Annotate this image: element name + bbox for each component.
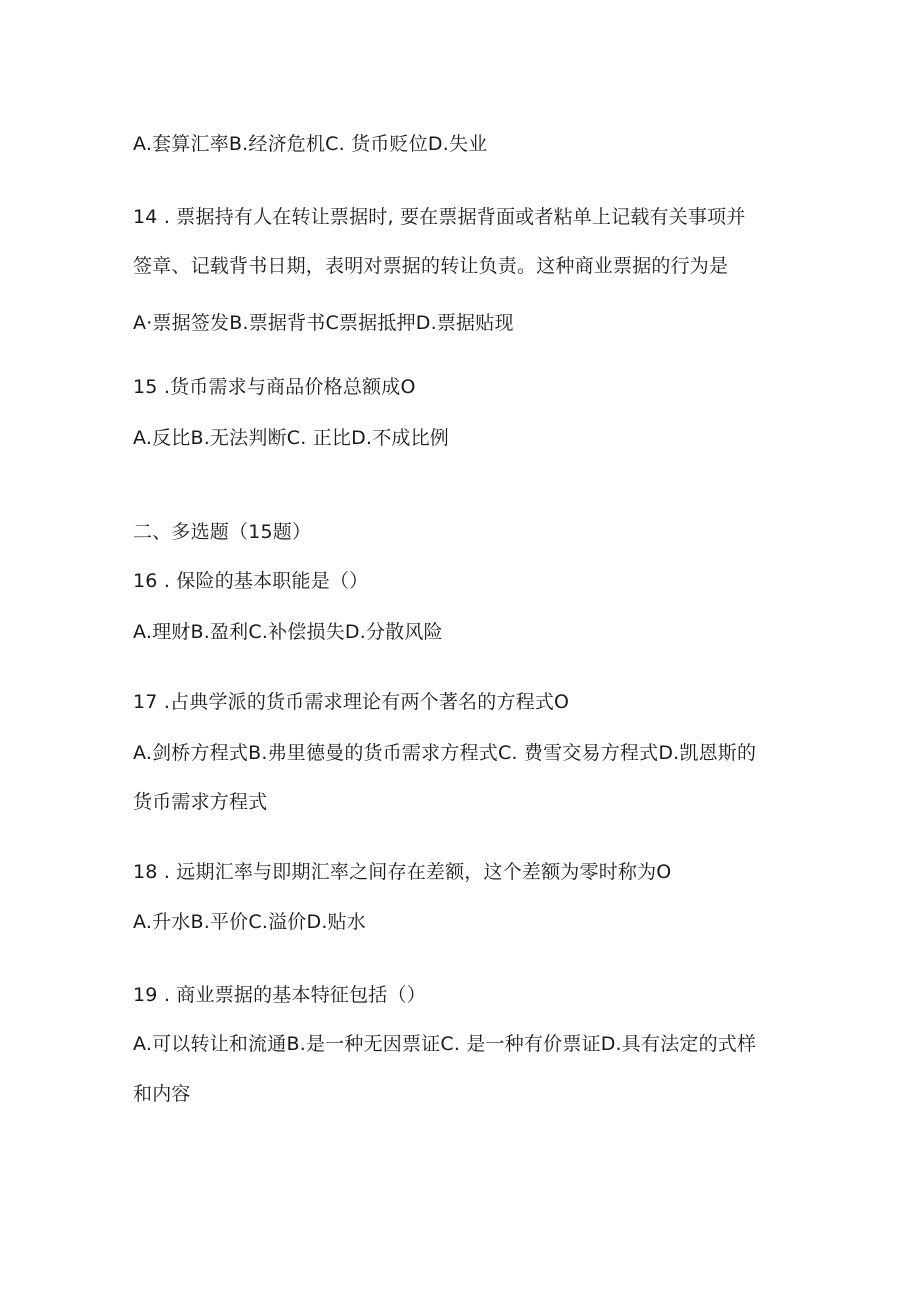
q15-question: 15 .货币需求与商品价格总额成O (133, 376, 416, 398)
q14-question-line-1: 14 . 票据持有人在转让票据时, 要在票据背面或者粘单上记载有关事项并 (133, 206, 746, 228)
q18-question: 18 . 远期汇率与即期汇率之间存在差额，这个差额为零时称为O (133, 861, 672, 883)
section-heading-multiple-choice: 二、多选题（15题） (133, 521, 312, 543)
q17-options-line-2: 货币需求方程式 (133, 791, 268, 813)
q14-question-line-2: 签章、记载背书日期，表明对票据的转让负责。这种商业票据的行为是 (133, 255, 729, 277)
q14-options: A·票据签发B.票据背书C票据抵押D.票据贴现 (133, 312, 514, 334)
q13-options: A.套算汇率B.经济危机C. 货币贬位D.失业 (133, 133, 488, 155)
q18-options: A.升水B.平价C.溢价D.贴水 (133, 911, 366, 933)
q19-options-line-2: 和内容 (133, 1083, 191, 1105)
q16-question: 16 . 保险的基本职能是（） (133, 570, 369, 592)
q17-options-line-1: A.剑桥方程式B.弗里德曼的货币需求方程式C. 费雪交易方程式D.凯恩斯的 (133, 742, 757, 764)
q17-question: 17 .占典学派的货币需求理论有两个著名的方程式O (133, 691, 570, 713)
q19-options-line-1: A.可以转让和流通B.是一种无因票证C. 是一种有价票证D.具有法定的式样 (133, 1033, 757, 1055)
q15-options: A.反比B.无法判断C. 正比D.不成比例 (133, 427, 449, 449)
q19-question: 19 . 商业票据的基本特征包括（） (133, 984, 426, 1006)
q16-options: A.理财B.盈利C.补偿损失D.分散风险 (133, 621, 443, 643)
